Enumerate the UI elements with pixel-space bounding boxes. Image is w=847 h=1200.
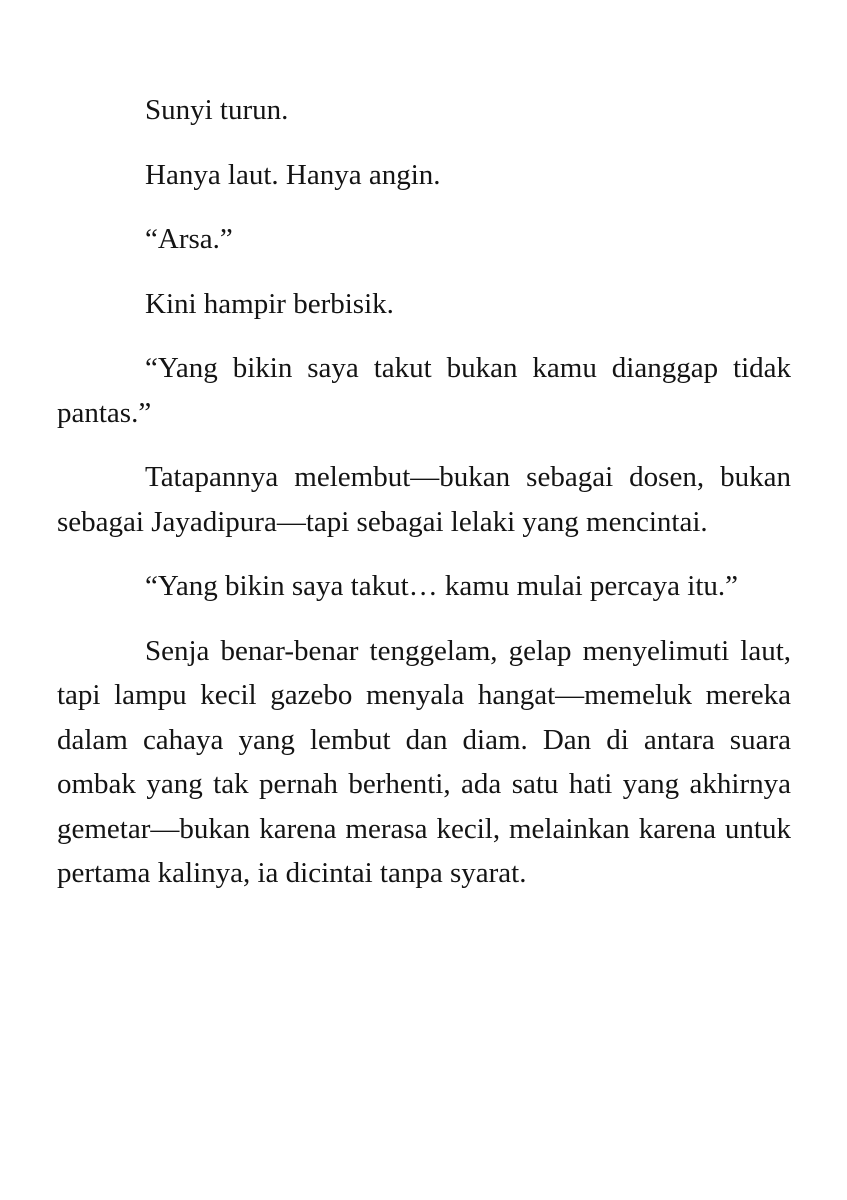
paragraph-6: Tatapannya melembut—bukan sebagai dosen, bukan sebagai Jayadipura—tapi sebagai lelaki yang mencintai. bbox=[57, 461, 791, 538]
paragraph-8: Senja benar-benar tenggelam, gelap menyelimuti laut, tapi lampu kecil gazebo menyala hangat—memeluk mereka dalam cahaya yang lembut dan diam. Dan di antara suara ombak yang tak pernah berhenti, ada satu hati yang akhirnya gemetar—bukan karena merasa kecil, melainkan karena untuk pertama kalinya, ia dicintai tanpa syarat. bbox=[57, 634, 791, 889]
paragraph-2: Hanya laut. Hanya angin. bbox=[145, 158, 441, 191]
page-body bbox=[57, 88, 791, 916]
paragraph-5: “Yang bikin saya takut bukan kamu dianggap tidak pantas.” bbox=[57, 352, 791, 429]
paragraph-4: Kini hampir berbisik. bbox=[145, 287, 394, 320]
paragraph-3: “Arsa.” bbox=[145, 223, 233, 255]
paragraph-1: Sunyi turun. bbox=[145, 94, 289, 126]
paragraph-7: “Yang bikin saya takut… kamu mulai percaya itu.” bbox=[145, 570, 739, 602]
